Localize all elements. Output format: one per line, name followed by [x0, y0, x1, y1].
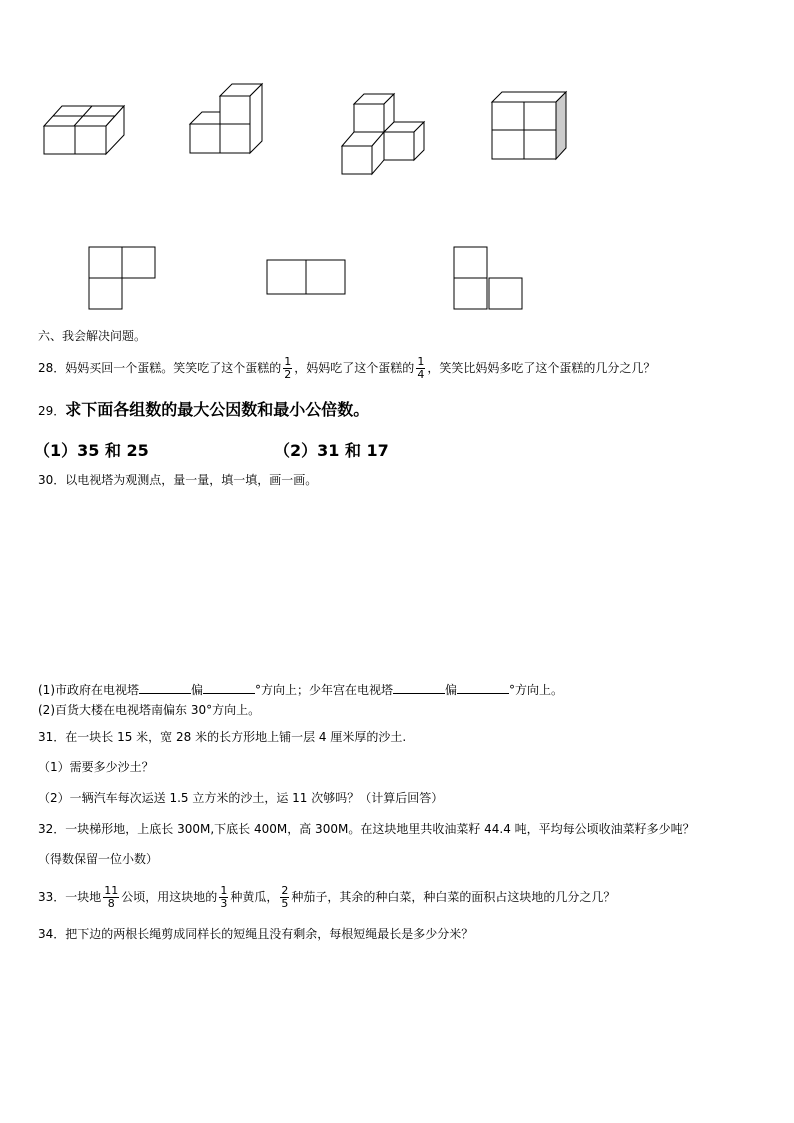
q28-number: 28．: [38, 361, 66, 375]
cube-figure-2: [186, 80, 266, 158]
cube-figure-3: [336, 90, 432, 178]
question-28: [38, 350, 655, 386]
q31-sub-2: （2）一辆汽车每次运送 1.5 立方米的沙土，运 11 次够吗？（计算后回答）: [38, 791, 444, 805]
question-31: [38, 729, 406, 745]
q34-number: 34．: [38, 927, 66, 941]
view-figure-3: [451, 244, 525, 312]
q31-number: 31．: [38, 730, 66, 744]
q34-text: 把下边的两根长绳剪成同样长的短绳且没有剩余，每根短绳最长是多少分米？: [65, 927, 474, 941]
answer-blank[interactable]: [457, 681, 509, 694]
question-30: [38, 472, 317, 488]
q33-fraction-2: $\frac{1}{3}$: [220, 884, 228, 910]
q33-fraction-3: $\frac{2}{5}$: [281, 884, 289, 910]
q28-text-3: ，笑笑比妈妈多吃了这个蛋糕的几分之几？: [427, 361, 656, 375]
q31-text: 在一块长 15 米，宽 28 米的长方形地上铺一层 4 厘米厚的沙土.: [65, 730, 407, 744]
section-6-title: 六、我会解决问题。: [38, 329, 147, 343]
answer-blank[interactable]: [393, 681, 445, 694]
q31-sub-1: （1）需要多少沙土？: [38, 760, 154, 774]
q33-number: 33．: [38, 890, 66, 904]
view-figure-1: [86, 244, 158, 312]
question-34: [38, 926, 473, 942]
cube-figure-1: [40, 98, 130, 158]
q30-number: 30．: [38, 473, 66, 487]
q30-text: 以电视塔为观测点，量一量，填一填，画一画。: [65, 473, 318, 487]
answer-blank[interactable]: [139, 681, 191, 694]
q28-text-2: ，妈妈吃了这个蛋糕的: [294, 361, 415, 375]
question-29: [38, 399, 369, 422]
q30-line-1: (1)市政府在电视塔 偏 °方向上；少年宫在电视塔 偏 °方向上。: [38, 683, 564, 697]
q29-item-2: （2）31 和 17: [274, 441, 389, 460]
q32-number: 32．: [38, 822, 66, 836]
q33-fraction-1: $\frac{11}{8}$: [104, 884, 119, 910]
question-33: 33．一块地 $\frac{11}{8}$ 公顷，用这块地的 $\frac{1}{3}$ 种黄瓜， $\frac{2}{5}$ 种茄子，其余的种白菜，种白菜的面积占这块地的几分之几？: [38, 884, 616, 910]
q30-line-2: (2)百货大楼在电视塔南偏东 30°方向上。: [38, 703, 261, 717]
q29-text: 求下面各组数的最大公因数和最小公倍数。: [65, 400, 370, 419]
q28-text-1: 妈妈买回一个蛋糕。笑笑吃了这个蛋糕的: [65, 361, 282, 375]
q28-fraction-2: $\frac{1}{4}$: [417, 355, 425, 381]
cube-figure-4: [488, 88, 572, 164]
question-32: [38, 821, 695, 837]
q29-item-1: （1）35 和 25: [34, 441, 149, 460]
answer-blank[interactable]: [203, 681, 255, 694]
q32-text: 一块梯形地，上底长 300M,下底长 400M，高 300M。在这块地里共收油菜籽 44.4 吨，平均每公顷收油菜籽多少吨？: [65, 822, 695, 836]
view-figure-2: [264, 257, 348, 297]
q29-number: 29．: [38, 404, 66, 418]
q32-note: （得数保留一位小数）: [38, 852, 159, 866]
q28-fraction-1: $\frac{1}{2}$: [284, 355, 292, 381]
